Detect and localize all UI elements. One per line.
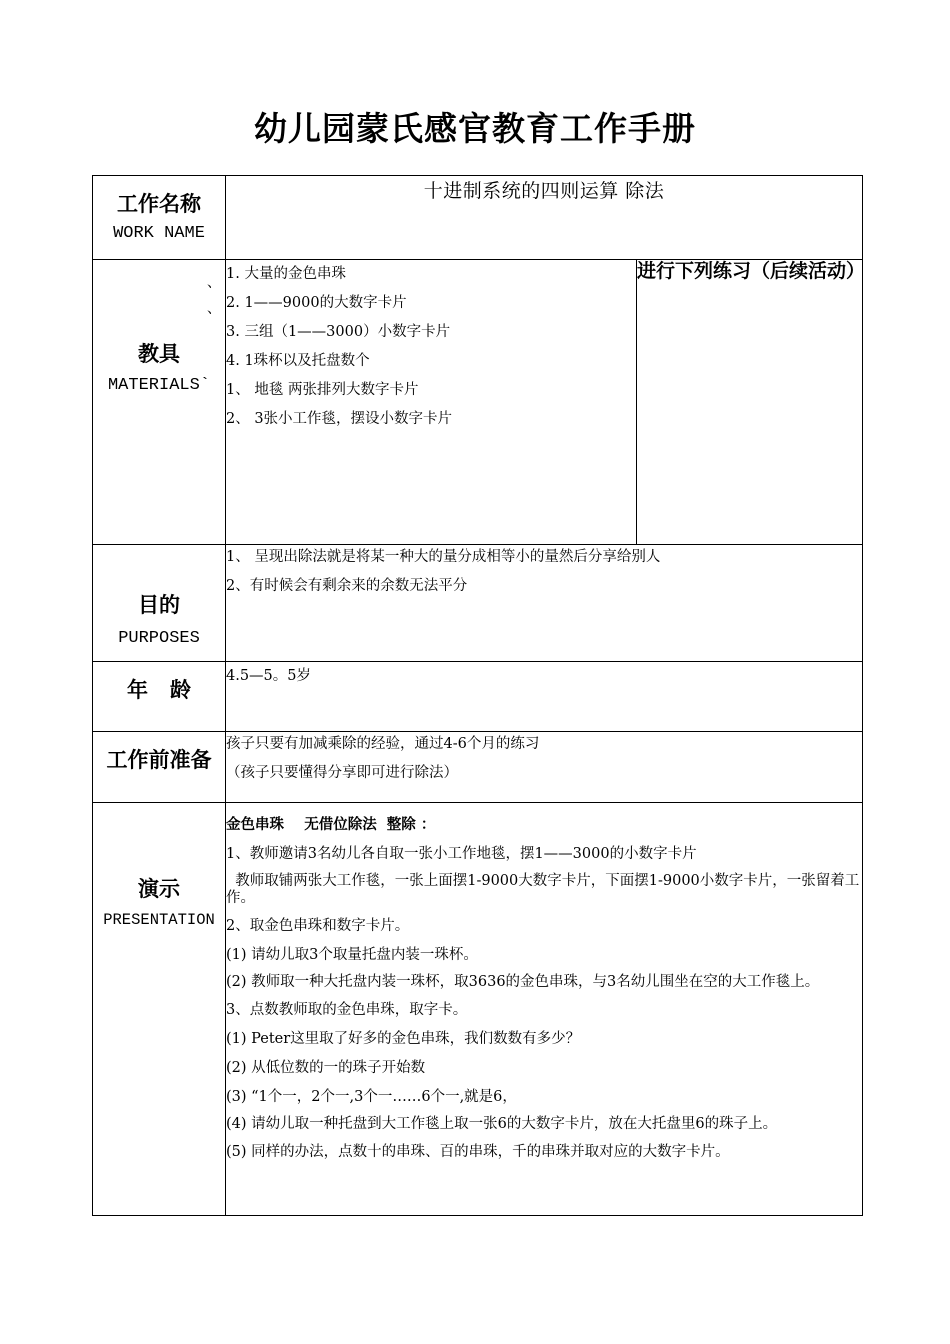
purposes-label: 目的 [138, 593, 180, 617]
presentation-heading: 金色串珠 无借位除法 整除 ： [226, 817, 436, 833]
work-name-label: 工作名称 [117, 192, 201, 216]
list-item: (1) Peter这里取了好多的金色串珠，我们数数有多少？ [226, 1031, 581, 1047]
list-item: 3. 三组（1——3000）小数字卡片 [226, 324, 451, 340]
purposes-label-en: PURPOSES [118, 629, 200, 648]
list-item: (3) “1个一，2个一,3个一……6个一,就是6， [226, 1089, 517, 1105]
materials-label-cell [93, 260, 226, 545]
materials-row [93, 260, 863, 545]
work-name-row [93, 176, 863, 260]
age-row [93, 662, 863, 732]
list-item: (2) 教师取一种大托盘内装一珠杯，取3636的金色串珠，与3名幼儿围坐在空的大工作毯上。 [226, 974, 820, 990]
presentation-label-cell [93, 803, 226, 1216]
list-item: 4. 1珠杯以及托盘数个 [226, 353, 370, 369]
materials-label: 教具 [138, 342, 180, 366]
list-item: 1. 大量的金色串珠 [226, 266, 346, 282]
list-item: 2、 3张小工作毯，摆设小数字卡片 [226, 411, 453, 427]
list-item: (4) 请幼儿取一种托盘到大工作毯上取一张6的大数字卡片，放在大托盘里6的珠子上。 [226, 1116, 778, 1132]
age-label: 年 龄 [127, 678, 191, 702]
list-item: (1) 请幼儿取3个取量托盘内装一珠杯。 [226, 947, 478, 963]
purposes-label-cell [93, 545, 226, 662]
preparation-row [93, 732, 863, 803]
materials-label-en: MATERIALS` [107, 376, 211, 395]
work-name-value: 十进制系统的四则运算 除法 [226, 176, 863, 260]
followup-activity: 进行下列练习（后续活动） [637, 260, 863, 545]
work-sheet-table [92, 175, 866, 1216]
list-item: 孩子只要有加减乘除的经验，通过4-6个月的练习 [226, 736, 540, 752]
preparation-list [226, 732, 863, 803]
materials-side-marks: 、 、 [207, 275, 221, 317]
age-value: 4.5—5。5岁 [226, 662, 863, 732]
list-item: 1、 地毯 两张排列大数字卡片 [226, 382, 419, 398]
list-item: 教师取铺两张大工作毯，一张上面摆1-9000大数字卡片，下面摆1-9000小数字卡片，一张留着工作。 [226, 873, 860, 906]
list-item: 1、 呈现出除法就是将某一种大的量分成相等小的量然后分享给别人 [226, 549, 661, 565]
materials-list [226, 260, 637, 545]
list-item: 1、教师邀请3名幼儿各自取一张小工作地毯，摆1——3000的小数字卡片 [226, 846, 697, 862]
list-item: (5) 同样的办法，点数十的串珠、百的串珠，千的串珠并取对应的大数字卡片。 [226, 1144, 730, 1160]
list-item: 2. 1——9000的大数字卡片 [226, 295, 407, 311]
presentation-label: 演示 [138, 877, 180, 901]
preparation-label-cell [93, 732, 226, 803]
list-item: 2、有时候会有剩余来的余数无法平分 [226, 578, 468, 594]
list-item: 2、取金色串珠和数字卡片。 [226, 918, 410, 934]
document-title: 幼儿园蒙氏感官教育工作手册 [254, 109, 696, 148]
purposes-row [93, 545, 863, 662]
work-name-label-en: WORK NAME [113, 224, 205, 243]
presentation-row [93, 803, 863, 1216]
presentation-steps [226, 803, 863, 1216]
list-item: 3、点数教师取的金色串珠，取字卡。 [226, 1002, 468, 1018]
work-name-label-cell [93, 176, 226, 260]
list-item: (2) 从低位数的一的珠子开始数 [226, 1060, 426, 1076]
preparation-label: 工作前准备 [106, 748, 212, 772]
age-label-cell [93, 662, 226, 732]
purposes-list [226, 545, 863, 662]
presentation-label-en: PRESENTATION [103, 911, 215, 929]
list-item: （孩子只要懂得分享即可进行除法） [226, 765, 458, 781]
